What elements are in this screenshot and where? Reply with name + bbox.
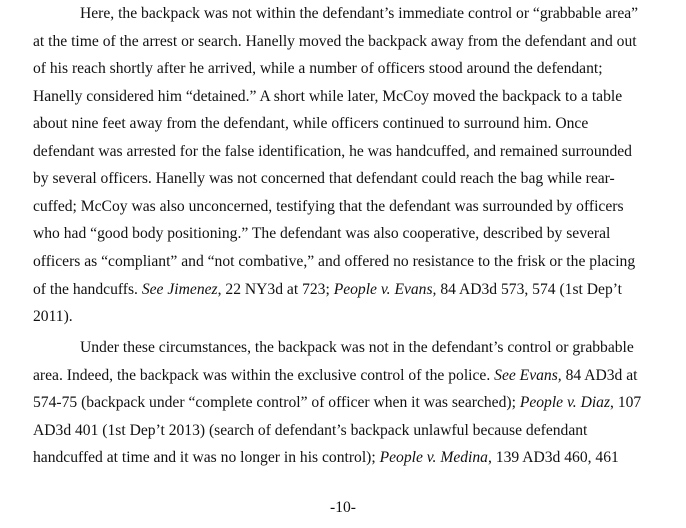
- text-line: [33, 33, 637, 51]
- text-line: [33, 198, 624, 216]
- body-text: defendant was arrested for the false identification, he was handcuffed, and remained surrounded: [33, 142, 632, 160]
- body-text: 84 AD3d 573, 574 (1st Dep’t: [436, 280, 622, 298]
- text-line: [80, 339, 634, 357]
- body-text: about nine feet away from the defendant, while officers continued to surround him. Once: [33, 115, 589, 133]
- body-text: Under these circumstances, the backpack was not in the defendant’s control or grabbable: [80, 339, 634, 356]
- body-text: 2011).: [33, 308, 73, 326]
- text-line: [33, 449, 619, 467]
- text-line: [33, 253, 635, 271]
- body-text: Hanelly considered him “detained.” A short while later, McCoy moved the backpack to a table: [33, 87, 623, 105]
- text-line: [33, 367, 638, 385]
- body-text: , 22 NY3d at 723;: [217, 280, 334, 298]
- citation-text: People v. Diaz: [519, 394, 611, 412]
- text-line: [33, 170, 615, 188]
- body-text: , 139 AD3d 460, 461: [487, 449, 619, 467]
- text-line: [33, 308, 73, 326]
- body-text: 574-75 (backpack under “complete control” of officer when it was searched);: [33, 394, 520, 412]
- text-line: [33, 60, 603, 78]
- body-text: handcuffed at time and it was no longer in his control);: [33, 449, 380, 467]
- text-line: [33, 422, 587, 440]
- body-text: AD3d 401 (1st Dep’t 2013) (search of defendant’s backpack unlawful because defendant: [33, 421, 588, 439]
- citation-text: See Jimenez: [141, 280, 218, 298]
- body-text: Here, the backpack was not within the defendant’s immediate control or “grabbable area”: [80, 5, 639, 22]
- page-number: -10-: [330, 499, 356, 516]
- body-text: cuffed; McCoy was also unconcerned, testifying that the defendant was surrounded by officers: [33, 197, 624, 215]
- body-text: of the handcuffs.: [33, 280, 142, 298]
- body-text: by several officers. Hanelly was not concerned that defendant could reach the bag while rear-: [33, 170, 615, 188]
- body-text: at the time of the arrest or search. Hanelly moved the backpack away from the defendant and out: [33, 32, 637, 50]
- text-line: [33, 281, 622, 299]
- body-text: area. Indeed, the backpack was within the exclusive control of the police.: [33, 366, 495, 384]
- body-text: of his reach shortly after he arrived, while a number of officers stood around the defendant;: [33, 60, 603, 78]
- text-line: [33, 143, 632, 161]
- body-text: 84 AD3d at: [561, 366, 638, 384]
- text-line: [33, 115, 588, 133]
- body-text: officers as “compliant” and “not combative,” and offered no resistance to the frisk or the placing: [33, 252, 636, 270]
- citation-text: See Evans,: [494, 366, 562, 384]
- text-line: [80, 5, 638, 23]
- text-line: [33, 225, 610, 243]
- body-text: , 107: [610, 394, 642, 412]
- body-text: who had “good body positioning.” The defendant was also cooperative, described by several: [33, 225, 611, 243]
- citation-text: People v. Evans,: [333, 280, 437, 298]
- text-line: [33, 394, 641, 412]
- citation-text: People v. Medina: [379, 449, 488, 467]
- text-line: [33, 88, 622, 106]
